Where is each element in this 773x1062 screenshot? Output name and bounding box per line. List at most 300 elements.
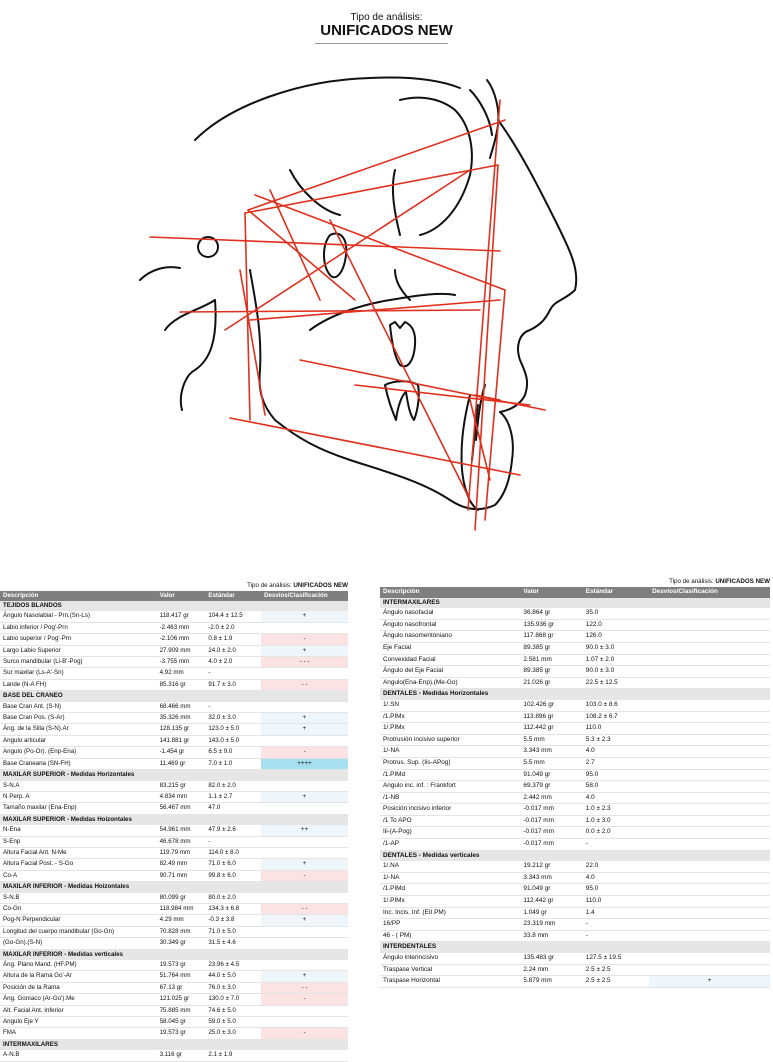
measure-value: 58.045 gr	[157, 1017, 206, 1028]
measure-name: Surco mandibular (Li-B'-Pog)	[0, 657, 157, 668]
table-row	[380, 769, 770, 781]
measure-standard: 74.6 ± 5.0	[205, 1005, 261, 1016]
table-row	[0, 645, 348, 656]
table-row	[0, 994, 348, 1005]
section-title: MAXILAR SUPERIOR - Medidas Hoizontales	[0, 814, 348, 825]
measure-value: -2.106 mm	[157, 634, 206, 645]
table-row	[0, 825, 348, 836]
left-measurements-table	[0, 591, 348, 1062]
measure-standard: 2.5 ± 2.5	[583, 964, 649, 976]
measure-value: 67.13 gr	[157, 982, 206, 993]
measure-name: 1/-NA	[380, 872, 520, 884]
measure-deviation	[649, 700, 770, 711]
measure-deviation	[261, 1050, 348, 1061]
measure-name: Base Cran Pos. (S-Ar)	[0, 713, 157, 724]
measure-value: 83.215 gr	[157, 781, 206, 792]
measure-name: Co-A	[0, 870, 157, 881]
measure-name: 1/.NA	[380, 861, 520, 872]
col-header-valor: Valor	[520, 587, 582, 598]
measure-value: -0.017 mm	[520, 815, 582, 827]
table-row	[380, 746, 770, 758]
table-header-row	[0, 591, 348, 601]
measure-value: 135.483 gr	[520, 953, 582, 964]
section-header-row	[380, 689, 770, 700]
table-row	[380, 953, 770, 964]
table-row	[380, 919, 770, 931]
table-row	[0, 982, 348, 993]
measure-standard: 108.2 ± 6.7	[583, 711, 649, 723]
table-row	[0, 847, 348, 858]
table-row	[0, 926, 348, 937]
measure-name: S-Enp	[0, 836, 157, 847]
measure-standard: 127.5 ± 19.5	[583, 953, 649, 964]
measure-standard: 2.5 ± 2.5	[583, 976, 649, 988]
table-row	[380, 815, 770, 827]
measure-name: Convexidad Facial	[380, 654, 520, 666]
measure-name: Ángulo interincisivo	[380, 953, 520, 964]
measure-deviation	[649, 964, 770, 976]
measure-name: Angulo articular	[0, 735, 157, 746]
measure-value: 54.961 mm	[157, 825, 206, 836]
right-measurements-panel	[380, 577, 770, 988]
measure-standard: 2.1 ± 1.9	[205, 1050, 261, 1061]
measure-value: 68.466 mm	[157, 702, 206, 713]
table-row	[380, 619, 770, 631]
section-title: DENTALES - Medidas Horizontales	[380, 689, 770, 700]
section-header-row	[380, 598, 770, 609]
measure-value: 2.442 mm	[520, 792, 582, 804]
measure-value: 2.24 mm	[520, 964, 582, 976]
measure-standard: 47.0	[205, 803, 261, 814]
measure-deviation	[261, 960, 348, 971]
left-measurements-panel	[0, 581, 348, 1062]
section-header-row	[380, 942, 770, 953]
measure-name: Largo Labio Superior	[0, 645, 157, 656]
measure-value: 112.442 gr	[520, 723, 582, 735]
cephalometric-lines	[150, 100, 545, 530]
measure-value: 19.573 gr	[157, 960, 206, 971]
measure-standard: 4.0	[583, 872, 649, 884]
measure-name: Áng. Goníaco (Ar-Go').Me	[0, 994, 157, 1005]
measure-deviation	[261, 735, 348, 746]
measure-deviation: - -	[261, 982, 348, 993]
col-header-estandar: Estándar	[205, 591, 261, 601]
measure-value: 5.5 mm	[520, 757, 582, 769]
col-header-descripcion: Descripción	[380, 587, 520, 598]
measure-standard: 91.7 ± 3.0	[205, 679, 261, 690]
measure-value: 141.881 gr	[157, 735, 206, 746]
measure-deviation: - - -	[261, 657, 348, 668]
measure-value: 118.417 gr	[157, 611, 206, 622]
measure-standard: -	[205, 668, 261, 679]
measure-standard: 5.3 ± 2.3	[583, 734, 649, 746]
measure-standard: 122.0	[583, 619, 649, 631]
measure-standard: 126.0	[583, 631, 649, 643]
table-row	[380, 700, 770, 711]
left-caption-label: Tipo de análisis:	[247, 582, 292, 589]
measure-value: 3.343 mm	[520, 872, 582, 884]
measure-standard: 4.0	[583, 746, 649, 758]
measure-name: S-N.B	[0, 893, 157, 904]
anatomical-outline	[140, 77, 576, 510]
measure-deviation	[649, 930, 770, 942]
measure-deviation	[649, 827, 770, 839]
measure-value: 30.349 gr	[157, 938, 206, 949]
measure-standard: 134.3 ± 6.8	[205, 903, 261, 914]
measure-name: FMA	[0, 1028, 157, 1039]
measure-deviation: ++++	[261, 758, 348, 769]
measure-name: /1-NB	[380, 792, 520, 804]
measure-standard: 82.0 ± 2.0	[205, 781, 261, 792]
table-row	[0, 1028, 348, 1039]
measure-value: 3.116 gr	[157, 1050, 206, 1061]
measure-name: Áng. de la Silla (S-N).Ar	[0, 724, 157, 735]
measure-name: Eje Facial	[380, 642, 520, 654]
measure-standard: 32.0 ± 3.0	[205, 713, 261, 724]
measure-name: Altura de la Rama Go'-Ar	[0, 971, 157, 982]
table-row	[380, 861, 770, 872]
measure-standard: 22.5 ± 12.5	[583, 677, 649, 689]
measure-standard: 44.0 ± 5.0	[205, 971, 261, 982]
table-row	[380, 631, 770, 643]
measure-value: 46.678 mm	[157, 836, 206, 847]
measure-deviation	[261, 622, 348, 633]
measure-deviation	[261, 926, 348, 937]
measure-deviation: +	[261, 611, 348, 622]
measure-name: Tamaño maxilar (Ena-Enp)	[0, 803, 157, 814]
measure-deviation: - -	[261, 903, 348, 914]
measure-deviation: -	[261, 747, 348, 758]
table-row	[380, 976, 770, 988]
measure-name: Pog-N Perpendicular	[0, 915, 157, 926]
measure-name: Posición de la Rama	[0, 982, 157, 993]
measure-value: 35.326 mm	[157, 713, 206, 724]
table-row	[380, 677, 770, 689]
table-row	[380, 757, 770, 769]
measure-name: Angulo Eje Y	[0, 1017, 157, 1028]
measure-name: 1/.SN	[380, 700, 520, 711]
left-table-caption	[0, 581, 348, 591]
right-measurements-table	[380, 587, 770, 988]
measure-value: 102.426 gr	[520, 700, 582, 711]
table-row	[0, 915, 348, 926]
measure-deviation	[649, 642, 770, 654]
measure-standard: -	[583, 839, 649, 851]
measure-name: 16/PP	[380, 919, 520, 931]
measure-deviation	[649, 804, 770, 816]
measure-standard: 130.0 ± 7.0	[205, 994, 261, 1005]
measure-standard: -	[583, 930, 649, 942]
left-caption-value: UNIFICADOS NEW	[293, 582, 348, 589]
col-header-estandar: Estándar	[583, 587, 649, 598]
section-header-row	[0, 949, 348, 960]
table-row	[0, 1050, 348, 1061]
measure-deviation	[649, 953, 770, 964]
measure-value: 21.026 gr	[520, 677, 582, 689]
measure-value: 89.385 gr	[520, 642, 582, 654]
measure-standard: 90.0 ± 3.0	[583, 642, 649, 654]
measure-deviation	[649, 792, 770, 804]
table-row	[380, 827, 770, 839]
measure-name: Protrus. Sup. (Iis-APog)	[380, 757, 520, 769]
measure-name: (Go-Gn).(S-N)	[0, 938, 157, 949]
measure-value: 118.984 mm	[157, 903, 206, 914]
analysis-type-label: Tipo de análisis:	[350, 12, 423, 23]
measure-value: 56.467 mm	[157, 803, 206, 814]
measure-deviation	[649, 781, 770, 793]
measure-value: 4.92 mm	[157, 668, 206, 679]
measure-standard: 76.0 ± 3.0	[205, 982, 261, 993]
measure-value: 51.764 mm	[157, 971, 206, 982]
measure-value: 128.135 gr	[157, 724, 206, 735]
measure-value: 36.864 gr	[520, 608, 582, 619]
measure-value: 80.099 gr	[157, 893, 206, 904]
analysis-type-title: UNIFICADOS NEW	[320, 22, 453, 39]
measure-value: 4.834 mm	[157, 791, 206, 802]
table-row	[0, 611, 348, 622]
measure-deviation	[649, 884, 770, 896]
table-row	[380, 907, 770, 919]
table-row	[0, 781, 348, 792]
measure-value: 2.581 mm	[520, 654, 582, 666]
table-row	[0, 893, 348, 904]
measure-deviation	[649, 734, 770, 746]
section-header-row	[0, 814, 348, 825]
table-row	[0, 622, 348, 633]
measure-standard: 0.0 ± 2.0	[583, 827, 649, 839]
measure-name: Lande (N-A FH)	[0, 679, 157, 690]
table-row	[0, 702, 348, 713]
table-row	[380, 608, 770, 619]
measure-standard: -	[205, 836, 261, 847]
measure-name: Ángulo nasofrontal	[380, 619, 520, 631]
measure-name: S-N.A	[0, 781, 157, 792]
measure-standard: 0.8 ± 1.9	[205, 634, 261, 645]
measure-standard: 95.0	[583, 884, 649, 896]
table-row	[380, 930, 770, 942]
measure-deviation	[261, 938, 348, 949]
measure-deviation	[261, 803, 348, 814]
section-header-row	[0, 882, 348, 893]
measure-name: Angulo inc. inf. : Frankfort	[380, 781, 520, 793]
table-row	[0, 747, 348, 758]
section-header-row	[0, 1039, 348, 1050]
table-row	[380, 734, 770, 746]
measure-name: Altura Facial Post. - S-Go	[0, 859, 157, 870]
table-row	[0, 836, 348, 847]
table-row	[0, 679, 348, 690]
measure-deviation	[649, 666, 770, 678]
measure-value: 90.71 mm	[157, 870, 206, 881]
measure-standard: 71.0 ± 6.0	[205, 859, 261, 870]
table-row	[0, 1017, 348, 1028]
measure-deviation: +	[261, 859, 348, 870]
measure-name: /1.PIMx	[380, 711, 520, 723]
measure-name: Base Craneana (SN-FH)	[0, 758, 157, 769]
section-title: MAXILAR INFERIOR - Medidas Hoizontales	[0, 882, 348, 893]
measure-name: Áng. Plano Mand. (HF.PM)	[0, 960, 157, 971]
measure-standard: 110.0	[583, 896, 649, 908]
measure-name: Protrusión incisivo superior	[380, 734, 520, 746]
measure-value: 19.573 gr	[157, 1028, 206, 1039]
measure-deviation	[261, 1017, 348, 1028]
table-row	[0, 971, 348, 982]
measure-standard: 1.0 ± 3.0	[583, 815, 649, 827]
measure-deviation	[649, 608, 770, 619]
measure-deviation	[649, 723, 770, 735]
table-row	[0, 724, 348, 735]
table-row	[0, 803, 348, 814]
measure-name: Angulo (Po-Or). (Enp-Ena)	[0, 747, 157, 758]
measure-standard: 25.0 ± 3.0	[205, 1028, 261, 1039]
measure-value: -0.017 mm	[520, 804, 582, 816]
right-table-caption	[380, 577, 770, 587]
table-row	[380, 896, 770, 908]
table-row	[380, 711, 770, 723]
measure-name: Labio inferior / Pog'-Prn	[0, 622, 157, 633]
measure-value: 19.212 gr	[520, 861, 582, 872]
measure-value: -0.017 mm	[520, 839, 582, 851]
measure-name: Traspase Vertical	[380, 964, 520, 976]
measure-standard: 7.0 ± 1.0	[205, 758, 261, 769]
measure-name: N Perp. A	[0, 791, 157, 802]
measure-standard: -	[583, 919, 649, 931]
right-caption-value: UNIFICADOS NEW	[715, 578, 770, 585]
measure-name: Angulo(Ena-Enp).(Me-Go)	[380, 677, 520, 689]
cephalometric-tracing	[0, 60, 773, 540]
measure-standard: 95.0	[583, 769, 649, 781]
measure-standard: 110.0	[583, 723, 649, 735]
table-row	[380, 872, 770, 884]
measure-value: 69.379 gr	[520, 781, 582, 793]
measure-standard: 104.4 ± 12.5	[205, 611, 261, 622]
section-title: TEJIDOS BLANDOS	[0, 601, 348, 611]
table-row	[0, 1005, 348, 1016]
measure-name: Base Cran Ant. (S-N)	[0, 702, 157, 713]
measure-deviation: +	[261, 915, 348, 926]
table-row	[0, 668, 348, 679]
measure-name: Longitud del cuerpo mandibular (Go-Gn)	[0, 926, 157, 937]
measure-name: Ángulo nasomentoniano	[380, 631, 520, 643]
section-title: BASE DEL CRANEO	[0, 691, 348, 702]
section-title: INTERMAXILARES	[0, 1039, 348, 1050]
measure-deviation	[649, 872, 770, 884]
measure-deviation	[649, 815, 770, 827]
measure-deviation: - -	[261, 679, 348, 690]
measure-deviation	[649, 839, 770, 851]
measure-standard: 80.0 ± 2.0	[205, 893, 261, 904]
measure-standard: 24.0 ± 2.0	[205, 645, 261, 656]
measure-deviation: +	[261, 724, 348, 735]
table-row	[380, 654, 770, 666]
measure-deviation	[649, 919, 770, 931]
measure-value: -2.463 mm	[157, 622, 206, 633]
measure-deviation	[649, 907, 770, 919]
table-row	[0, 735, 348, 746]
measure-standard: 58.0	[583, 781, 649, 793]
measure-name: N-Ena	[0, 825, 157, 836]
table-row	[380, 781, 770, 793]
measure-name: 1/-NA	[380, 746, 520, 758]
measure-value: -1.454 gr	[157, 747, 206, 758]
table-row	[380, 723, 770, 735]
measure-deviation	[261, 893, 348, 904]
section-header-row	[0, 691, 348, 702]
measure-deviation	[261, 702, 348, 713]
measure-deviation: +	[261, 713, 348, 724]
measure-value: -3.755 mm	[157, 657, 206, 668]
measure-name: /1.PIMd	[380, 884, 520, 896]
table-row	[0, 791, 348, 802]
measure-standard: 123.0 ± 5.0	[205, 724, 261, 735]
measure-value: 112.442 gr	[520, 896, 582, 908]
right-table-body	[380, 598, 770, 988]
table-row	[0, 634, 348, 645]
measure-standard: 31.5 ± 4.6	[205, 938, 261, 949]
measure-name: Alt. Facial Ant. Inferior	[0, 1005, 157, 1016]
measure-deviation	[649, 757, 770, 769]
measure-standard: 1.4	[583, 907, 649, 919]
table-row	[0, 938, 348, 949]
measure-value: 33.8 mm	[520, 930, 582, 942]
measure-deviation	[261, 836, 348, 847]
measure-deviation: -	[261, 634, 348, 645]
measure-value: 117.868 gr	[520, 631, 582, 643]
right-caption-label: Tipo de análisis:	[669, 578, 714, 585]
measure-deviation: -	[261, 1028, 348, 1039]
measure-deviation: ++	[261, 825, 348, 836]
measure-name: Iii-(A-Pog)	[380, 827, 520, 839]
measure-name: /1 To APO	[380, 815, 520, 827]
col-header-valor: Valor	[157, 591, 206, 601]
measure-standard: 1.0 ± 2.3	[583, 804, 649, 816]
measure-name: Ángulo del Eje Facial	[380, 666, 520, 678]
measure-standard: -2.0 ± 2.0	[205, 622, 261, 633]
measure-deviation	[261, 1005, 348, 1016]
table-row	[380, 792, 770, 804]
measure-name: 1/.PIMx	[380, 723, 520, 735]
measure-name: Ángulo nasofacial	[380, 608, 520, 619]
table-row	[0, 657, 348, 668]
section-header-row	[0, 601, 348, 611]
table-row	[0, 758, 348, 769]
measure-deviation	[649, 631, 770, 643]
measure-value: 70.828 mm	[157, 926, 206, 937]
measure-deviation	[649, 711, 770, 723]
measure-name: Sur maxilar (Ls-A'-Sn)	[0, 668, 157, 679]
table-header-row	[380, 587, 770, 598]
measure-value: 89.385 gr	[520, 666, 582, 678]
measure-name: 46 - ( PM)	[380, 930, 520, 942]
measure-value: 85.316 gr	[157, 679, 206, 690]
measure-value: 113.896 gr	[520, 711, 582, 723]
table-row	[0, 870, 348, 881]
col-header-desvios: Desvíos/Clasificación	[649, 587, 770, 598]
measure-name: Inc. Incis. Inf. (EII.PM)	[380, 907, 520, 919]
measure-name: /1-AP	[380, 839, 520, 851]
left-table-body	[0, 601, 348, 1061]
table-row	[380, 964, 770, 976]
measure-deviation: +	[261, 645, 348, 656]
measure-standard: -	[205, 702, 261, 713]
measure-deviation	[649, 746, 770, 758]
section-header-row	[380, 850, 770, 861]
measure-standard: 59.0 ± 5.0	[205, 1017, 261, 1028]
measure-value: 4.29 mm	[157, 915, 206, 926]
table-row	[380, 839, 770, 851]
section-title: MAXILAR INFERIOR - Medidas verticales	[0, 949, 348, 960]
measure-name: Co-Gn	[0, 903, 157, 914]
